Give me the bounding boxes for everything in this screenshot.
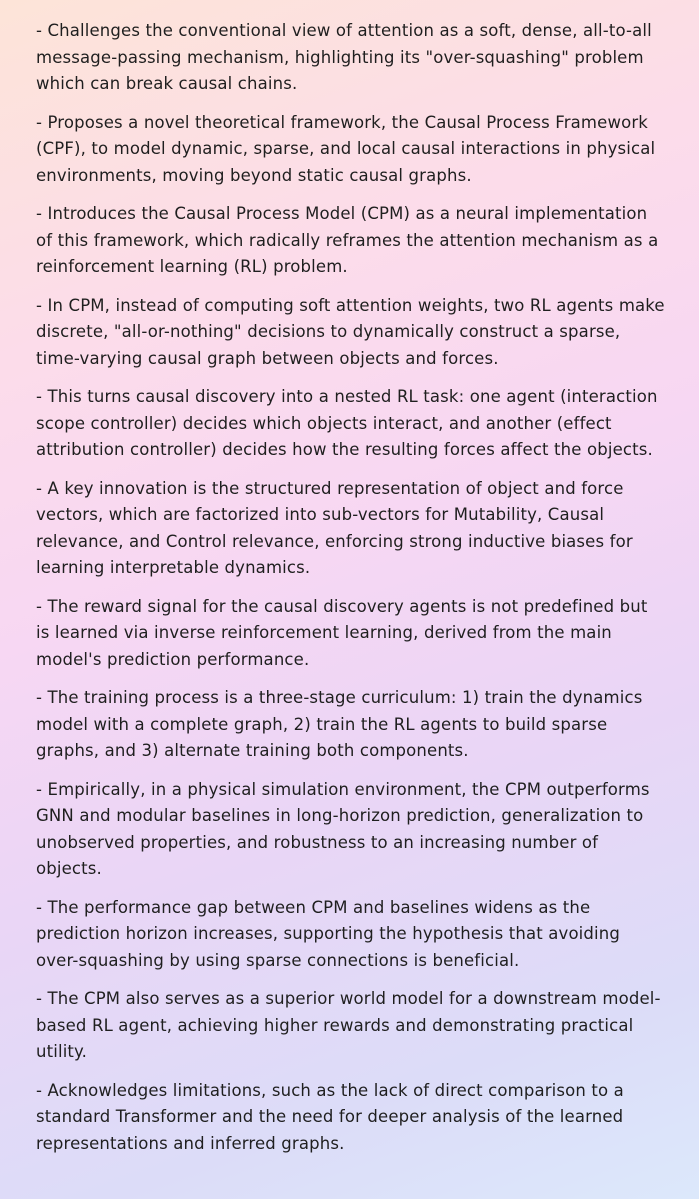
- bullet-point: - Proposes a novel theoretical framework, the Causal Process Framework (CPF), to model dynamic, sparse, and local causal interactions in physical environments, moving beyond static causal graphs.: [36, 112, 656, 185]
- bullet-point: - Introduces the Causal Process Model (CPM) as a neural implementation of this framework, which radically reframes the attention mechanism as a reinforcement learning (RL) problem.: [36, 204, 659, 276]
- bullet-point: - This turns causal discovery into a nested RL task: one agent (interaction scope controller) decides which objects interact, and another (effect attribution controller) decides how the resulting forces affect the objects.: [36, 387, 658, 459]
- bullet-point: - The CPM also serves as a superior world model for a downstream model-based RL agent, achieving higher rewards and demonstrating practical utility.: [36, 989, 661, 1061]
- bullet-point: - Acknowledges limitations, such as the lack of direct comparison to a standard Transformer and the need for deeper analysis of the learned representations and inferred graphs.: [36, 1080, 624, 1153]
- bullet-point: - In CPM, instead of computing soft attention weights, two RL agents make discrete, "all-or-nothing" decisions to dynamically construct a sparse, time-varying causal graph between objects and forces.: [36, 295, 665, 368]
- bullet-point: - Challenges the conventional view of attention as a soft, dense, all-to-all message-passing mechanism, highlighting its "over-squashing" problem which can break causal chains.: [36, 21, 652, 93]
- bullet-point: - The performance gap between CPM and baselines widens as the prediction horizon increases, supporting the hypothesis that avoiding over-squashing by using sparse connections is beneficial.: [36, 897, 621, 970]
- bullet-point: - The reward signal for the causal discovery agents is not predefined but is learned via inverse reinforcement learning, derived from the main model's prediction performance.: [36, 596, 648, 669]
- bullet-point: - A key innovation is the structured representation of object and force vectors, which are factorized into sub-vectors for Mutability, Causal relevance, and Control relevance, enforcing strong inductive biases for learning interpretable dynamics.: [36, 478, 633, 577]
- bullet-point: - The training process is a three-stage curriculum: 1) train the dynamics model with a complete graph, 2) train the RL agents to build sparse graphs, and 3) alternate training both components.: [36, 688, 643, 760]
- bullet-point: - Empirically, in a physical simulation environment, the CPM outperforms GNN and modular baselines in long-horizon prediction, generalization to unobserved properties, and robustness to an increasing number of objects.: [36, 779, 650, 878]
